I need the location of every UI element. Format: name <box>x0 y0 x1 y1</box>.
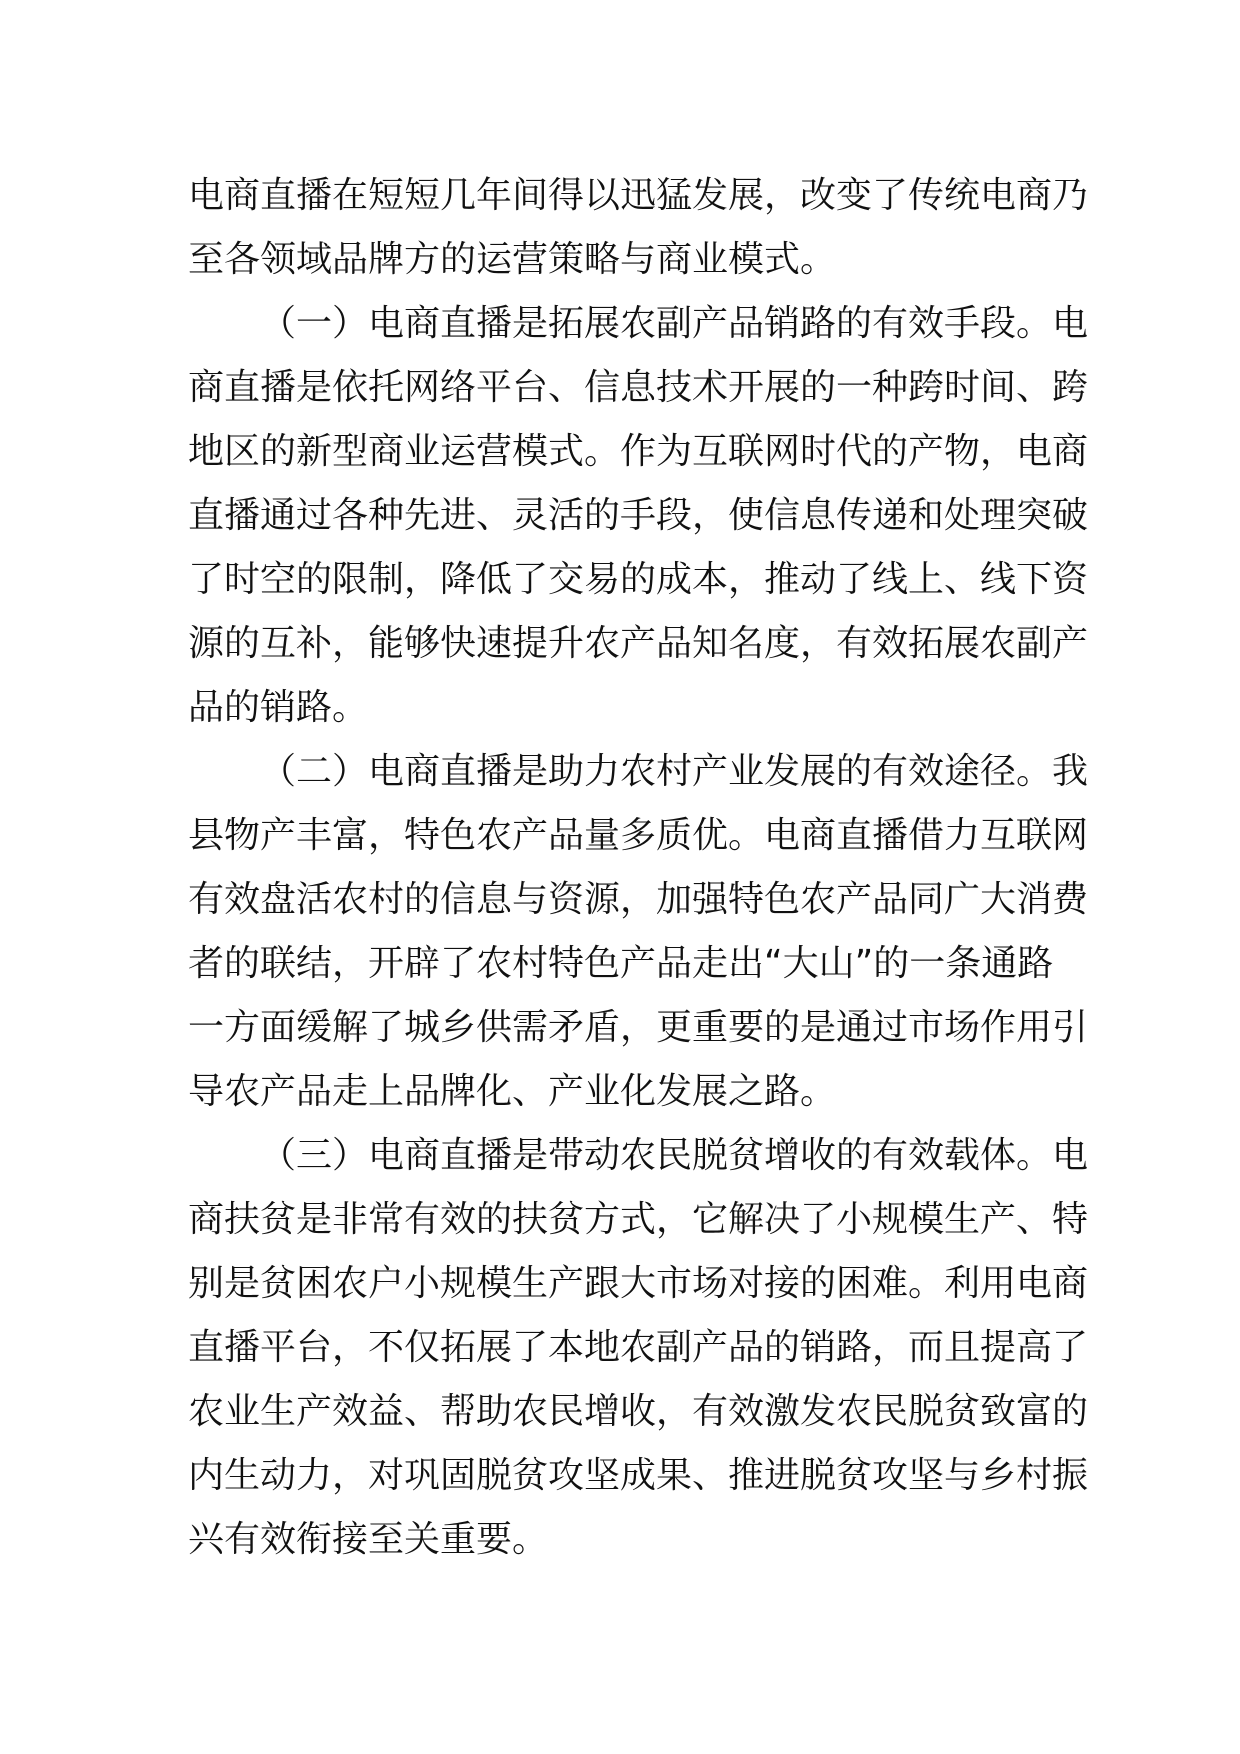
section-heading-line: （一）电商直播是拓展农副产品销路的有效手段。电 <box>260 303 1089 344</box>
text-line: 商直播是依托网络平台、信息技术开展的一种跨时间、跨 <box>188 367 1089 408</box>
paragraph-section-one <box>188 292 1089 740</box>
paragraph-intro <box>188 164 1089 292</box>
text-line: 电商直播在短短几年间得以迅猛发展，改变了传统电商乃 <box>188 175 1089 216</box>
paragraph-section-two <box>188 740 1089 1124</box>
text-line: 农业生产效益、帮助农民增收，有效激发农民脱贫致富的 <box>188 1391 1089 1432</box>
text-line: 兴有效衔接至关重要。 <box>188 1519 549 1560</box>
text-line: 导农产品走上品牌化、产业化发展之路。 <box>188 1071 837 1112</box>
text-line: 者的联结，开辟了农村特色产品走出“大山”的一条通路 <box>188 943 1054 984</box>
text-line: 商扶贫是非常有效的扶贫方式，它解决了小规模生产、特 <box>188 1199 1089 1240</box>
text-line: 县物产丰富，特色农产品量多质优。电商直播借力互联网 <box>188 815 1089 856</box>
text-line: 一方面缓解了城乡供需矛盾，更重要的是通过市场作用引 <box>188 1007 1089 1048</box>
text-line: 别是贫困农户小规模生产跟大市场对接的困难。利用电商 <box>188 1263 1089 1304</box>
text-line: 品的销路。 <box>188 687 369 728</box>
text-line: 直播平台，不仅拓展了本地农副产品的销路，而且提高了 <box>188 1327 1089 1368</box>
text-line: 内生动力，对巩固脱贫攻坚成果、推进脱贫攻坚与乡村振 <box>188 1455 1089 1496</box>
text-line: 地区的新型商业运营模式。作为互联网时代的产物，电商 <box>188 431 1089 472</box>
section-heading-line: （三）电商直播是带动农民脱贫增收的有效载体。电 <box>260 1135 1089 1176</box>
text-line: 至各领域品牌方的运营策略与商业模式。 <box>188 239 837 280</box>
section-heading-line: （二）电商直播是助力农村产业发展的有效途径。我 <box>260 751 1089 792</box>
text-line: 了时空的限制，降低了交易的成本，推动了线上、线下资 <box>188 559 1089 600</box>
text-line: 直播通过各种先进、灵活的手段，使信息传递和处理突破 <box>188 495 1089 536</box>
text-line: 有效盘活农村的信息与资源，加强特色农产品同广大消费 <box>188 879 1089 920</box>
body-text <box>188 164 1089 1572</box>
paragraph-section-three <box>188 1124 1089 1572</box>
text-line: 源的互补，能够快速提升农产品知名度，有效拓展农副产 <box>188 623 1089 664</box>
